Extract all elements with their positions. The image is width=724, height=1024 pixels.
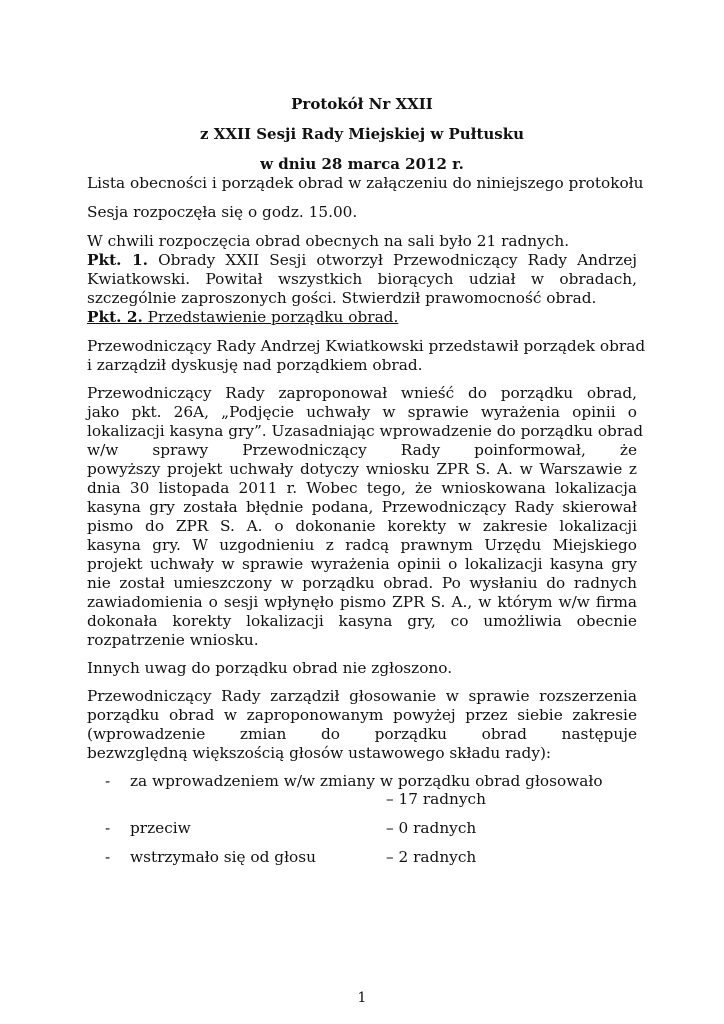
pkt1-line xyxy=(87,250,637,270)
proposal-line: projekt uchwały w sprawie wyrażenia opinii o lokalizacji kasyna gry xyxy=(87,555,637,573)
document-subtitle: z XXII Sesji Rady Miejskiej w Pułtusku xyxy=(199,125,525,143)
pkt1-label: Pkt. 1. xyxy=(87,251,148,269)
no-other-remarks: Innych uwag do porządku obrad nie zgłoszono. xyxy=(87,659,453,677)
pkt2-label: Pkt. 2. xyxy=(87,308,143,326)
proposal-line: dnia 30 listopada 2011 r. Wobec tego, że wnioskowana lokalizacja xyxy=(87,479,637,497)
page-number: 1 xyxy=(357,990,367,1006)
vote-intro-line: (wprowadzenie zmian do porządku obrad następuje xyxy=(87,725,637,743)
proposal-line: nie został umieszczony w porządku obrad. Po wysłaniu do radnych xyxy=(87,574,637,592)
proposal-line: Przewodniczący Rady zaproponował wnieść do porządku obrad, xyxy=(87,384,637,402)
proposal-line: w/w sprawy Przewodniczący Rady poinformował, że xyxy=(87,441,637,459)
proposal-line: powyższy projekt uchwały dotyczy wniosku ZPR S. A. w Warszawie z xyxy=(87,460,637,478)
list-bullet: - xyxy=(105,772,111,790)
session-start: Sesja rozpoczęła się o godz. 15.00. xyxy=(87,203,358,221)
proposal-line: kasyna gry została błędnie podana, Przewodniczący Rady skierował xyxy=(87,498,637,516)
pkt2-text: Przedstawienie porządku obrad. xyxy=(142,308,399,326)
proposal-line: pismo do ZPR S. A. o dokonanie korekty w zakresie lokalizacji xyxy=(87,517,637,535)
vote-intro-line: bezwzględną większością głosów ustawowego składu rady): xyxy=(87,744,552,762)
proposal-line: rozpatrzenie wniosku. xyxy=(87,631,259,649)
proposal-line: jako pkt. 26A, „Podjęcie uchwały w sprawie wyrażenia opinii o xyxy=(87,403,637,421)
vote-intro-line: Przewodniczący Rady zarządził głosowanie w sprawie rozszerzenia xyxy=(87,687,637,705)
pkt1-line: Kwiatkowski. Powitał wszystkich biorących udział w obradach, xyxy=(87,270,637,288)
document-title: Protokół Nr XXII xyxy=(291,95,433,113)
vote-abstain-label: wstrzymało się od głosu xyxy=(130,848,316,866)
proposal-line: kasyna gry. W uzgodnieniu z radcą prawnym Urzędu Miejskiego xyxy=(87,536,637,554)
vote-against-label: przeciw xyxy=(130,819,191,837)
proposal-line: lokalizacji kasyna gry”. Uzasadniając wprowadzenie do porządku obrad xyxy=(87,422,644,440)
proposal-line: zawiadomienia o sesji wpłynęło pismo ZPR S. A., w którym w/w firma xyxy=(87,593,637,611)
vote-intro-line: porządku obrad w zaproponowanym powyżej przez siebie zakresie xyxy=(87,706,637,724)
agenda-presentation: i zarządził dyskusję nad porządkiem obrad. xyxy=(87,356,423,374)
pkt2-heading xyxy=(87,307,398,327)
list-bullet: - xyxy=(105,819,111,837)
agenda-presentation: Przewodniczący Rady Andrzej Kwiatkowski przedstawił porządek obrad xyxy=(87,337,646,355)
proposal-line: dokonała korekty lokalizacji kasyna gry, co umożliwia obecnie xyxy=(87,612,637,630)
document-date: w dniu 28 marca 2012 r. xyxy=(260,155,464,173)
pkt1-text: Obrady XXII Sesji otworzył Przewodniczący Rady Andrzej xyxy=(148,251,637,269)
vote-abstain-count: – 2 radnych xyxy=(386,848,477,866)
vote-against-count: – 0 radnych xyxy=(386,819,477,837)
vote-for-count: – 17 radnych xyxy=(386,790,486,808)
attendance-count: W chwili rozpoczęcia obrad obecnych na sali było 21 radnych. xyxy=(87,232,570,250)
vote-for-label: za wprowadzeniem w/w zmiany w porządku obrad głosowało xyxy=(130,772,603,790)
attendance-note: Lista obecności i porządek obrad w załączeniu do niniejszego protokołu xyxy=(87,174,644,192)
pkt1-line: szczególnie zaproszonych gości. Stwierdził prawomocność obrad. xyxy=(87,289,597,307)
list-bullet: - xyxy=(105,848,111,866)
